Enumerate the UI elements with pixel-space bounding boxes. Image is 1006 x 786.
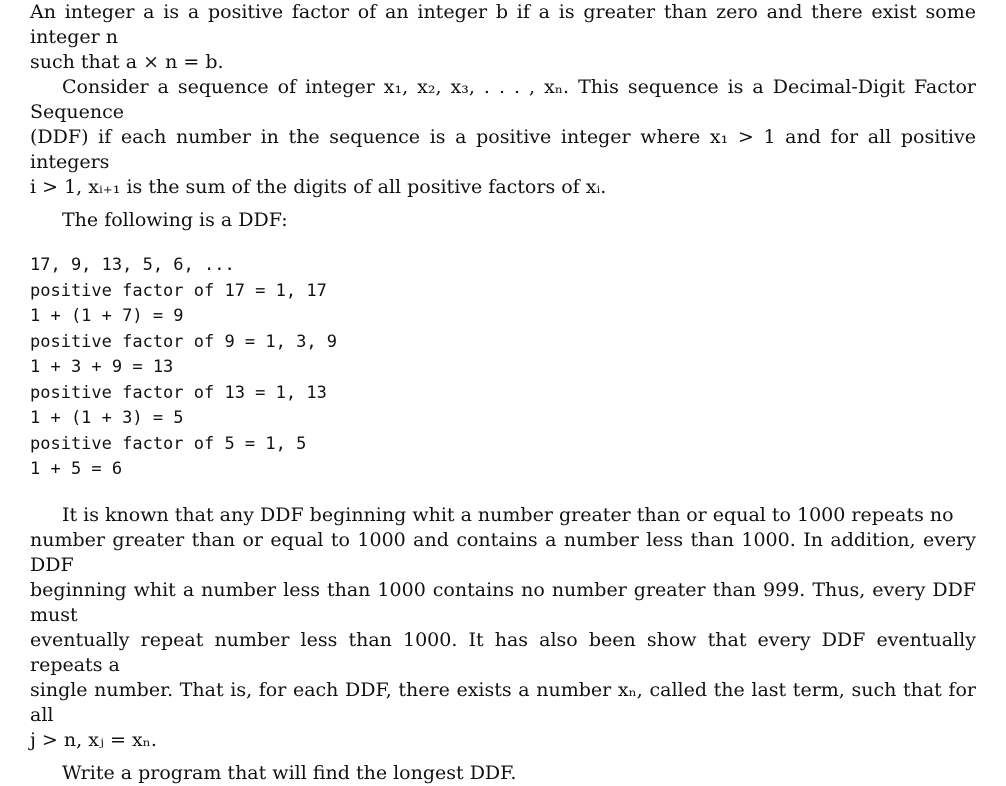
sequence-line-1: Consider a sequence of integer x₁, x₂, x₃, . . . , xₙ. This sequence is a Decimal-Digit Factor Sequence: [30, 76, 976, 123]
task-statement: Write a program that will find the longest DDF.: [62, 761, 517, 784]
example-line: 1 + (1 + 3) = 5: [30, 408, 184, 428]
problem-statement: [30, 0, 976, 786]
known-line-4: eventually repeat number less than 1000. It has also been show that every DDF eventually repeats a: [30, 628, 976, 676]
example-line: 1 + 3 + 9 = 13: [30, 357, 174, 377]
sequence-line-3: i > 1, xᵢ₊₁ is the sum of the digits of all positive factors of xᵢ.: [30, 176, 607, 198]
known-paragraph: [30, 503, 976, 753]
example-line: positive factor of 13 = 1, 13: [30, 382, 327, 403]
definition-line-2: such that a × n = b.: [30, 51, 224, 73]
example-line: 17, 9, 13, 5, 6, ...: [30, 255, 235, 275]
example-intro: The following is a DDF:: [62, 209, 288, 231]
definition-paragraph: [30, 0, 976, 75]
example-line: positive factor of 9 = 1, 3, 9: [30, 331, 338, 352]
known-line-5: single number. That is, for each DDF, there exists a number xₙ, called the last term, such that for all: [30, 678, 976, 726]
known-line-3: beginning whit a number less than 1000 contains no number greater than 999. Thus, every DDF must: [30, 578, 976, 626]
sequence-paragraph: [30, 75, 976, 200]
known-line-2: number greater than or equal to 1000 and contains a number less than 1000. In addition, every DDF: [30, 528, 976, 576]
example-line: positive factor of 17 = 1, 17: [30, 280, 327, 301]
sequence-line-2: (DDF) if each number in the sequence is a positive integer where x₁ > 1 and for all positive integers: [30, 126, 976, 173]
example-line: 1 + (1 + 7) = 9: [30, 306, 184, 326]
example-line: positive factor of 5 = 1, 5: [30, 433, 307, 454]
known-line-1: It is known that any DDF beginning whit a number greater than or equal to 1000 repeats no: [62, 503, 954, 526]
definition-line-1: An integer a is a positive factor of an integer b if a is greater than zero and there exist some integer n: [30, 1, 976, 48]
known-line-6: j > n, xⱼ = xₙ.: [30, 728, 157, 751]
example-line: 1 + 5 = 6: [30, 459, 123, 479]
example-code-block: [30, 253, 976, 483]
